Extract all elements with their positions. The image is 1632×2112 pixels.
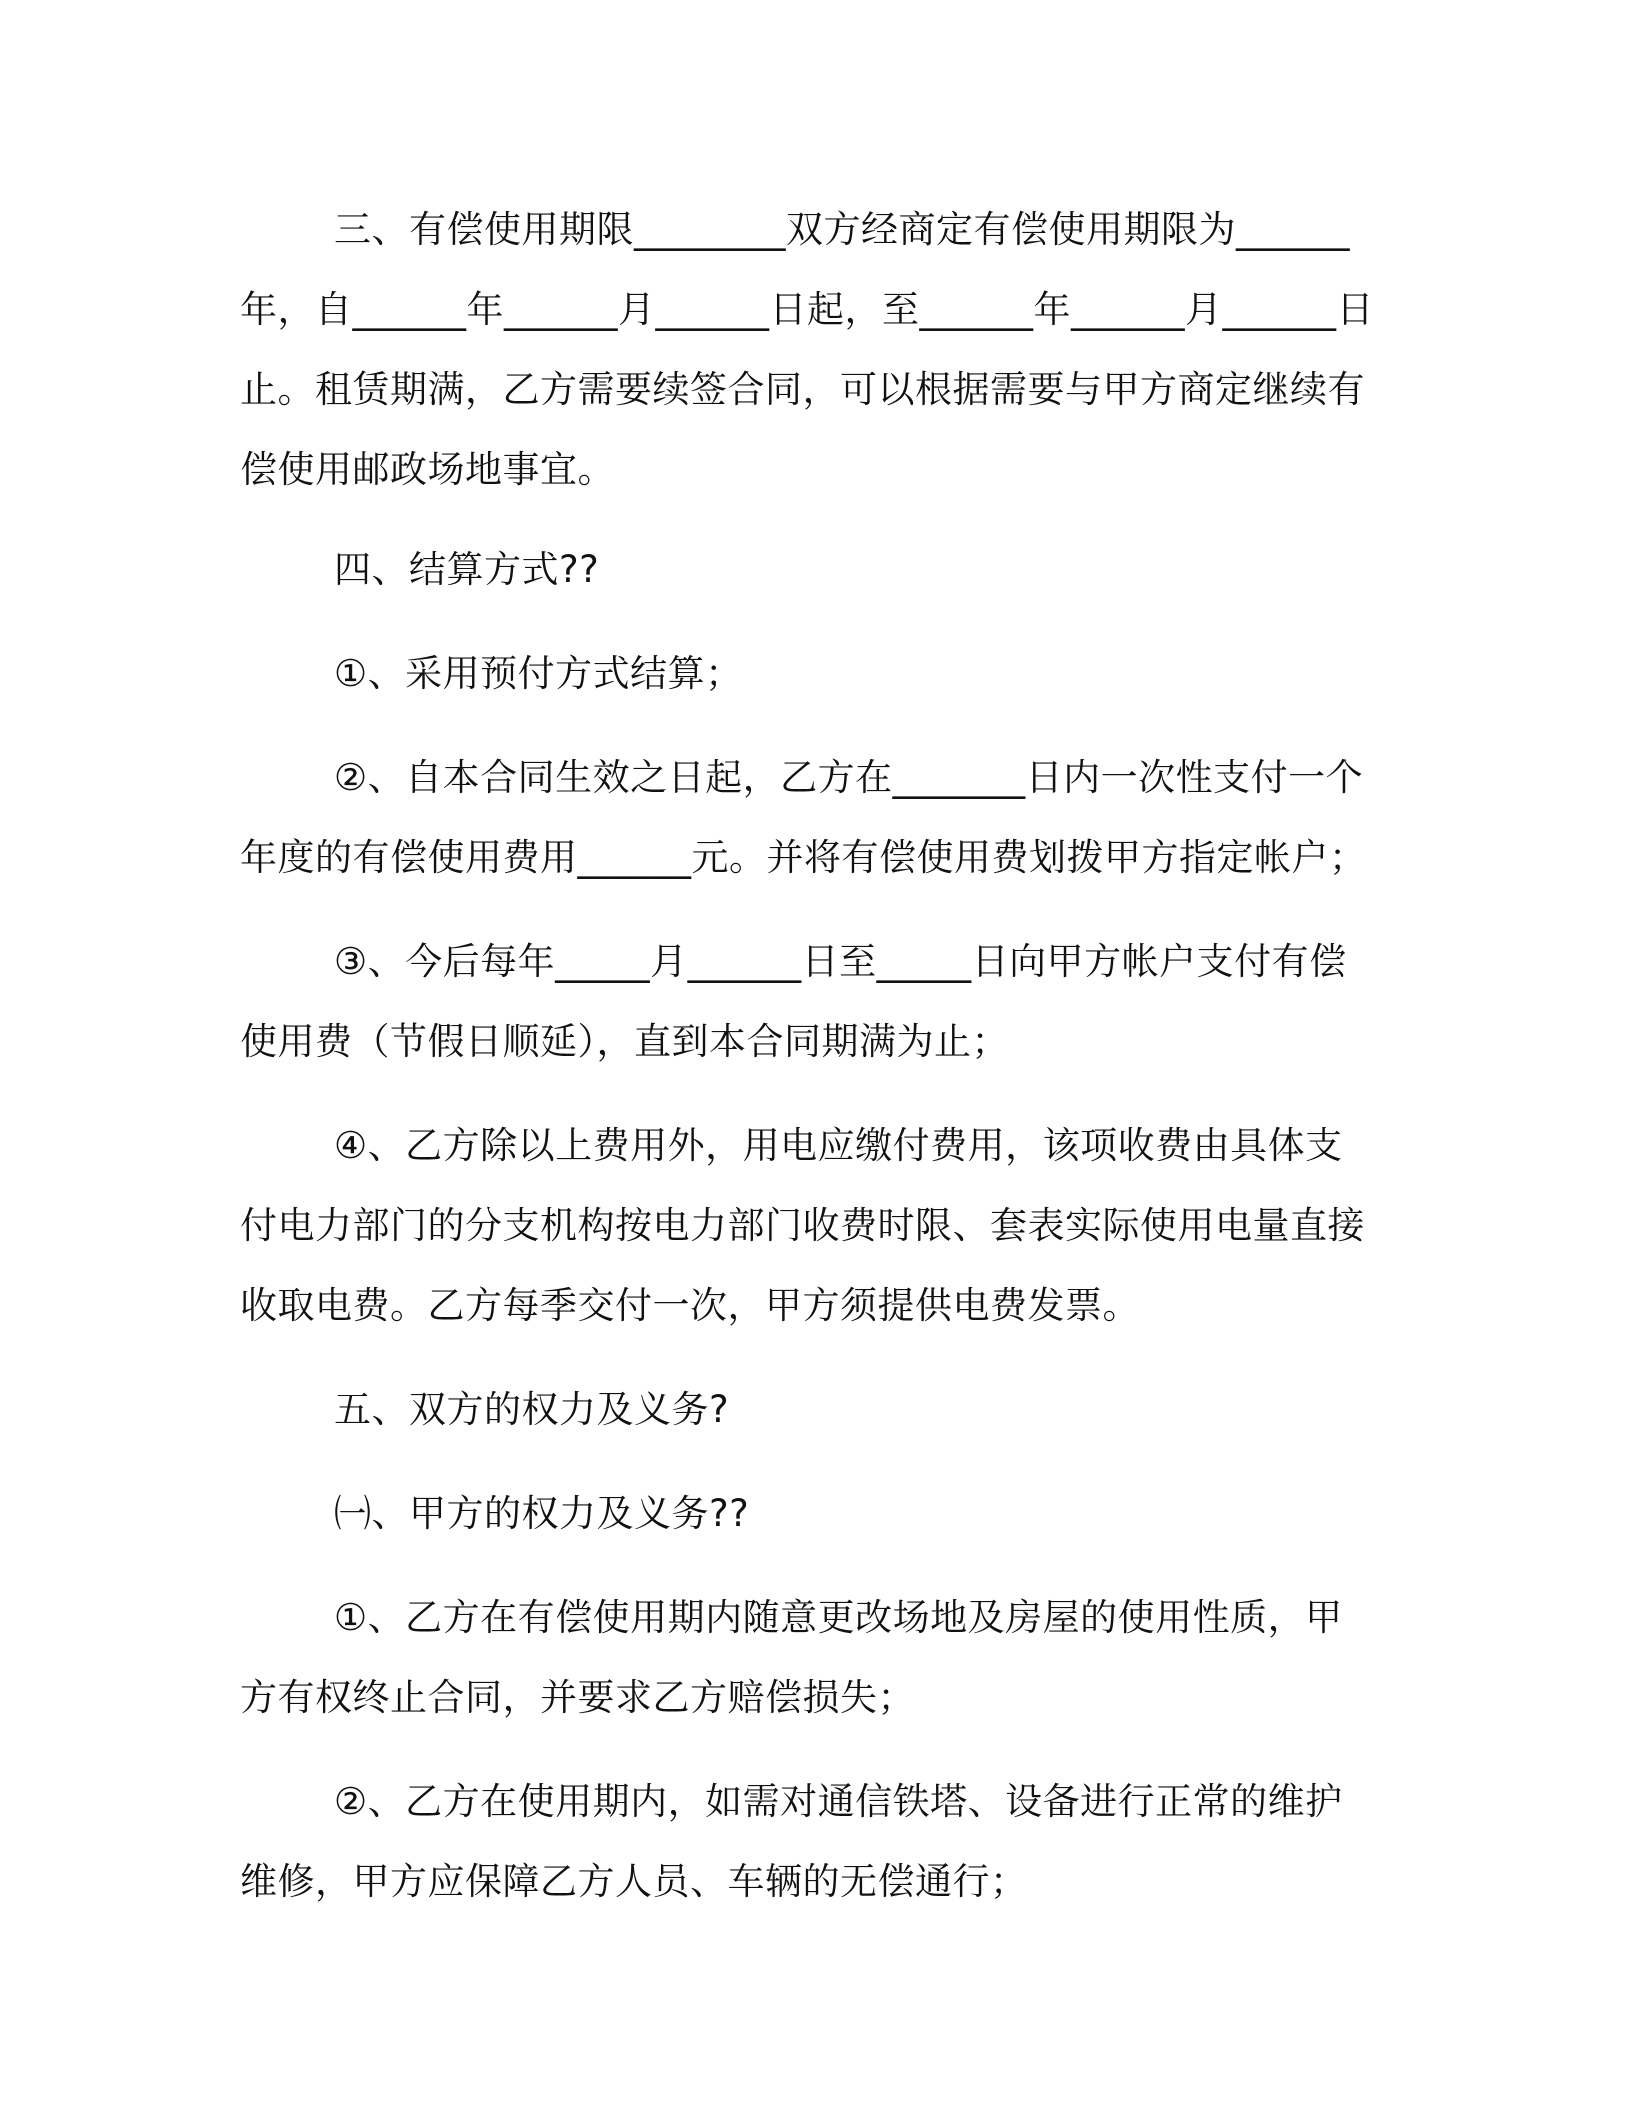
paragraph-settlement-3: ③、今后每年_____月______日至_____日向甲方帐户支付有偿使用费（节假日顺延），直到本合同期满为止； (240, 940, 1347, 1063)
paragraph-settlement-heading: 四、结算方式?? (334, 548, 600, 591)
paragraph-settlement-1: ①、采用预付方式结算； (334, 652, 743, 695)
paragraph-settlement-2: ②、自本合同生效之日起，乙方在_______日内一次性支付一个年度的有偿使用费用______元。并将有偿使用费划拨甲方指定帐户； (240, 756, 1367, 879)
paragraph-usage-term: 三、有偿使用期限________双方经商定有偿使用期限为______年，自______年______月______日起，至______年______月______日止。租赁期满，乙方需要续签合同，可以根据需要与甲方商定继续有偿使用邮政场地事宜。 (240, 208, 1374, 491)
paragraph-party-a-1: ①、乙方在有偿使用期内随意更改场地及房屋的使用性质，甲方有权终止合同，并要求乙方赔偿损失； (240, 1596, 1343, 1719)
paragraph-rights-heading: 五、双方的权力及义务? (334, 1388, 730, 1431)
paragraph-party-a-heading: ㈠、甲方的权力及义务?? (334, 1492, 750, 1535)
document-body (240, 190, 1375, 1922)
paragraph-party-a-2: ②、乙方在使用期内，如需对通信铁塔、设备进行正常的维护维修，甲方应保障乙方人员、车辆的无偿通行； (240, 1780, 1343, 1903)
paragraph-settlement-4: ④、乙方除以上费用外，用电应缴付费用，该项收费由具体支付电力部门的分支机构按电力部门收费时限、套表实际使用电量直接收取电费。乙方每季交付一次，甲方须提供电费发票。 (240, 1124, 1365, 1327)
